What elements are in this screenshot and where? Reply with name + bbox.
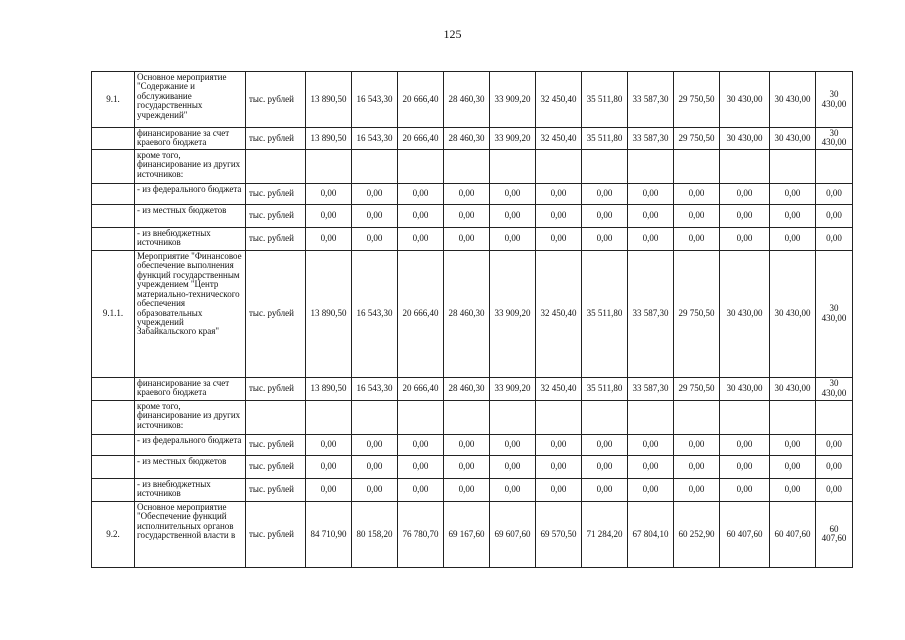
row-code-cell [92,149,135,183]
row-code-cell [92,434,135,455]
value-cell: 0,00 [582,183,628,204]
value-cell: 0,00 [398,227,444,250]
table-row [92,501,853,567]
value-cell: 35 511,80 [582,250,628,377]
value-cell [582,400,628,434]
value-cell: 0,00 [770,478,816,501]
value-cell: 28 460,30 [444,250,490,377]
value-cell: 60 252,90 [674,501,720,567]
value-cell: 0,00 [490,204,536,227]
value-cell: 30 430,00 [720,377,770,400]
row-code-cell [92,227,135,250]
value-cell: 28 460,30 [444,377,490,400]
value-cell: 29 750,50 [674,250,720,377]
value-cell: 33 909,20 [490,128,536,150]
value-cell: 0,00 [628,183,674,204]
value-cell [720,149,770,183]
budget-table [91,71,853,568]
value-cell: 28 460,30 [444,72,490,128]
value-cell: 30 430,00 [720,72,770,128]
value-cell: 30 430,00 [770,128,816,150]
value-cell: 33 587,30 [628,128,674,150]
row-unit-cell: тыс. рублей [246,183,306,204]
row-unit-cell [246,149,306,183]
value-cell: 0,00 [306,227,352,250]
value-cell: 0,00 [816,434,853,455]
value-cell: 0,00 [444,227,490,250]
value-cell: 16 543,30 [352,250,398,377]
row-name-cell: - из федерального бюджета [135,434,246,455]
value-cell: 0,00 [816,183,853,204]
value-cell: 0,00 [720,434,770,455]
value-cell: 32 450,40 [536,250,582,377]
value-cell: 0,00 [770,204,816,227]
value-cell: 0,00 [398,183,444,204]
value-cell: 0,00 [720,204,770,227]
value-cell: 0,00 [582,455,628,478]
value-cell: 71 284,20 [582,501,628,567]
value-cell [398,400,444,434]
table-row [92,72,853,128]
value-cell: 0,00 [816,455,853,478]
value-cell: 0,00 [536,455,582,478]
row-name-cell: - из местных бюджетов [135,455,246,478]
value-cell: 35 511,80 [582,72,628,128]
value-cell [816,400,853,434]
value-cell: 33 587,30 [628,250,674,377]
value-cell: 0,00 [628,478,674,501]
value-cell [352,149,398,183]
row-code-cell: 9.1.1. [92,250,135,377]
value-cell: 0,00 [490,183,536,204]
value-cell: 0,00 [490,434,536,455]
row-name-cell: Основное мероприятие "Содержание и обслуживание государственных учреждений" [135,72,246,128]
value-cell: 0,00 [770,455,816,478]
value-cell [444,400,490,434]
value-cell: 16 543,30 [352,128,398,150]
value-cell: 0,00 [398,455,444,478]
value-cell: 0,00 [398,478,444,501]
value-cell: 0,00 [536,227,582,250]
row-name-cell: Мероприятие "Финансовое обеспечение выполнения функций государственным учреждением "Центр материально-технического обеспечения образовательных учреждений Забайкальского края" [135,250,246,377]
value-cell: 0,00 [306,478,352,501]
table-row [92,204,853,227]
row-unit-cell [246,400,306,434]
page-number: 125 [443,27,462,41]
value-cell [582,149,628,183]
row-name-cell: - из внебюджетных источников [135,227,246,250]
value-cell: 0,00 [720,478,770,501]
value-cell [770,149,816,183]
value-cell: 20 666,40 [398,72,444,128]
table-row [92,250,853,377]
row-unit-cell: тыс. рублей [246,204,306,227]
row-name-cell: Основное мероприятие "Обеспечение функций исполнительных органов государственной власти в [135,501,246,567]
value-cell: 60 407,60 [816,501,853,567]
value-cell: 13 890,50 [306,72,352,128]
value-cell: 84 710,90 [306,501,352,567]
value-cell: 29 750,50 [674,72,720,128]
row-code-cell [92,478,135,501]
row-unit-cell: тыс. рублей [246,501,306,567]
value-cell: 32 450,40 [536,377,582,400]
value-cell: 69 570,50 [536,501,582,567]
value-cell: 35 511,80 [582,377,628,400]
value-cell: 0,00 [674,478,720,501]
value-cell [306,149,352,183]
value-cell: 0,00 [816,204,853,227]
value-cell: 0,00 [398,204,444,227]
value-cell: 60 407,60 [720,501,770,567]
value-cell: 30 430,00 [770,377,816,400]
value-cell: 0,00 [490,455,536,478]
table-row [92,149,853,183]
row-unit-cell: тыс. рублей [246,227,306,250]
value-cell: 0,00 [536,434,582,455]
value-cell: 0,00 [306,204,352,227]
value-cell: 0,00 [444,204,490,227]
value-cell: 0,00 [720,227,770,250]
value-cell: 29 750,50 [674,377,720,400]
value-cell: 0,00 [628,227,674,250]
row-code-cell [92,128,135,150]
value-cell: 0,00 [398,434,444,455]
value-cell: 0,00 [816,478,853,501]
value-cell: 0,00 [674,183,720,204]
table-row [92,400,853,434]
row-unit-cell: тыс. рублей [246,72,306,128]
value-cell: 30 430,00 [770,250,816,377]
table-row [92,478,853,501]
value-cell: 16 543,30 [352,377,398,400]
row-name-cell: - из внебюджетных источников [135,478,246,501]
value-cell: 0,00 [770,227,816,250]
value-cell: 0,00 [628,434,674,455]
row-name-cell: - из федерального бюджета [135,183,246,204]
value-cell: 76 780,70 [398,501,444,567]
value-cell: 0,00 [582,478,628,501]
value-cell [628,400,674,434]
value-cell: 0,00 [536,183,582,204]
value-cell: 0,00 [628,455,674,478]
row-unit-cell: тыс. рублей [246,455,306,478]
value-cell: 0,00 [490,227,536,250]
value-cell: 0,00 [674,204,720,227]
row-name-cell: кроме того, финансирование из других источников: [135,400,246,434]
table-row [92,434,853,455]
value-cell [490,149,536,183]
value-cell: 30 430,00 [720,128,770,150]
value-cell: 0,00 [770,183,816,204]
value-cell [720,400,770,434]
row-unit-cell: тыс. рублей [246,434,306,455]
value-cell [536,149,582,183]
value-cell: 69 167,60 [444,501,490,567]
row-code-cell [92,400,135,434]
row-code-cell [92,183,135,204]
row-unit-cell: тыс. рублей [246,478,306,501]
row-code-cell [92,377,135,400]
value-cell: 30 430,00 [770,72,816,128]
row-code-cell: 9.1. [92,72,135,128]
value-cell: 0,00 [770,434,816,455]
value-cell: 0,00 [582,434,628,455]
value-cell: 0,00 [674,455,720,478]
value-cell: 60 407,60 [770,501,816,567]
table-body [92,72,853,568]
value-cell: 0,00 [352,183,398,204]
table-row [92,128,853,150]
value-cell: 0,00 [352,455,398,478]
value-cell: 35 511,80 [582,128,628,150]
value-cell: 30 430,00 [816,128,853,150]
table-row [92,183,853,204]
value-cell: 0,00 [306,455,352,478]
row-unit-cell: тыс. рублей [246,250,306,377]
value-cell: 67 804,10 [628,501,674,567]
value-cell [398,149,444,183]
value-cell: 20 666,40 [398,377,444,400]
value-cell: 0,00 [352,434,398,455]
value-cell: 80 158,20 [352,501,398,567]
value-cell [490,400,536,434]
value-cell: 0,00 [816,227,853,250]
row-code-cell [92,204,135,227]
value-cell: 29 750,50 [674,128,720,150]
value-cell: 0,00 [582,227,628,250]
value-cell: 20 666,40 [398,250,444,377]
value-cell: 0,00 [490,478,536,501]
value-cell: 13 890,50 [306,128,352,150]
table-row [92,377,853,400]
value-cell: 0,00 [444,478,490,501]
value-cell: 0,00 [674,434,720,455]
value-cell: 69 607,60 [490,501,536,567]
value-cell: 0,00 [720,455,770,478]
row-code-cell: 9.2. [92,501,135,567]
row-name-cell: - из местных бюджетов [135,204,246,227]
row-name-cell: финансирование за счет краевого бюджета [135,128,246,150]
value-cell: 0,00 [306,434,352,455]
value-cell: 0,00 [352,227,398,250]
value-cell: 30 430,00 [816,250,853,377]
value-cell: 32 450,40 [536,128,582,150]
value-cell: 0,00 [444,455,490,478]
value-cell: 16 543,30 [352,72,398,128]
row-name-cell: кроме того, финансирование из других источников: [135,149,246,183]
value-cell: 0,00 [674,227,720,250]
value-cell: 0,00 [306,183,352,204]
value-cell [770,400,816,434]
value-cell: 0,00 [352,204,398,227]
value-cell: 33 587,30 [628,72,674,128]
value-cell: 13 890,50 [306,250,352,377]
value-cell: 33 909,20 [490,250,536,377]
value-cell [444,149,490,183]
table-row [92,455,853,478]
row-name-cell: финансирование за счет краевого бюджета [135,377,246,400]
value-cell [536,400,582,434]
value-cell: 28 460,30 [444,128,490,150]
value-cell: 0,00 [628,204,674,227]
row-unit-cell: тыс. рублей [246,128,306,150]
value-cell: 0,00 [536,478,582,501]
table-row [92,227,853,250]
value-cell: 20 666,40 [398,128,444,150]
value-cell [816,149,853,183]
value-cell: 30 430,00 [816,72,853,128]
value-cell: 30 430,00 [816,377,853,400]
row-code-cell [92,455,135,478]
value-cell: 0,00 [352,478,398,501]
value-cell: 33 587,30 [628,377,674,400]
value-cell [628,149,674,183]
value-cell: 0,00 [582,204,628,227]
value-cell: 33 909,20 [490,72,536,128]
value-cell: 32 450,40 [536,72,582,128]
value-cell: 0,00 [444,434,490,455]
value-cell: 13 890,50 [306,377,352,400]
value-cell: 0,00 [444,183,490,204]
value-cell [352,400,398,434]
value-cell: 0,00 [536,204,582,227]
value-cell [674,149,720,183]
value-cell [674,400,720,434]
value-cell: 0,00 [720,183,770,204]
value-cell [306,400,352,434]
value-cell: 33 909,20 [490,377,536,400]
value-cell: 30 430,00 [720,250,770,377]
row-unit-cell: тыс. рублей [246,377,306,400]
